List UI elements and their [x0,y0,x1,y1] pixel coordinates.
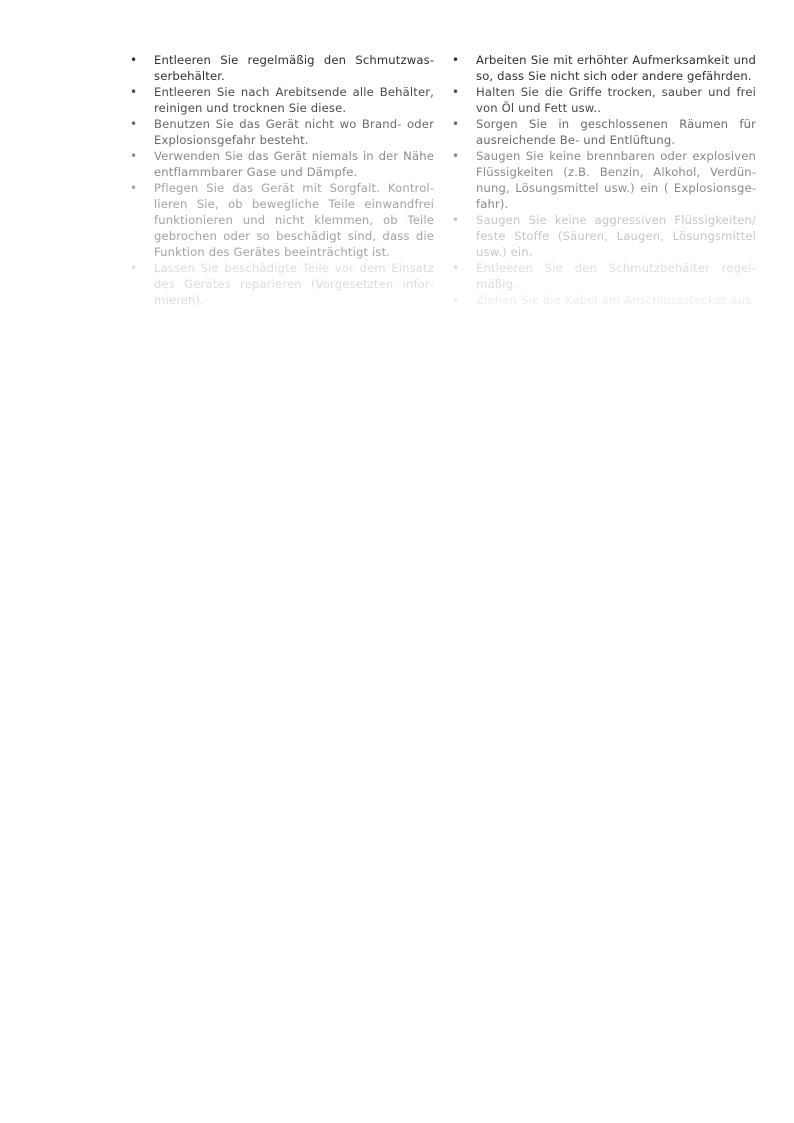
bullet-icon: • [130,85,138,99]
list-item [130,260,434,307]
list-item [452,292,756,307]
bullet-icon: • [452,261,460,275]
list-item [130,84,434,116]
bullet-icon: • [452,117,460,131]
bullet-icon: • [452,293,460,307]
list-item [452,116,756,148]
list-item-text: Sorgen Sie in geschlossenen Räumen für ausreichende Be- und Entlüftung. [476,117,756,147]
bullet-icon: • [130,149,138,163]
left-column [130,52,434,307]
list-item-text: Entleeren Sie regelmäßig den Schmutzwasserbehälter. [154,53,434,83]
list-item-text: Entleeren Sie den Schmutzbehälter regelmäßig. [476,261,756,291]
list-item [130,116,434,148]
list-item [130,148,434,180]
bullet-icon: • [130,181,138,195]
list-item-text: Pflegen Sie das Gerät mit Sorgfalt. Kontrollieren Sie, ob bewegliche Teile einwandfrei funktionieren und nicht klemmen, ob Teile gebrochen oder so beschädigt sind, dass die Funktion des Gerätes beeinträchtigt ist. [154,181,434,259]
list-item [452,148,756,212]
list-item-text: Saugen Sie keine brennbaren oder explosiven Flüssigkeiten (z.B. Benzin, Alkohol, Verdünnung, Lösungsmittel usw.) ein ( Explosionsgefahr). [476,149,756,211]
list-item-text: Arbeiten Sie mit erhöhter Aufmerksamkeit und so, dass Sie nicht sich oder andere gefährden. [476,53,756,83]
list-item [452,212,756,260]
right-column [452,52,756,307]
list-item-text: Benutzen Sie das Gerät nicht wo Brand- oder Explosionsgefahr besteht. [154,117,434,147]
list-item [452,260,756,292]
bullet-icon: • [452,149,460,163]
bullet-icon: • [130,53,138,67]
list-item-text: Saugen Sie keine aggressiven Flüssigkeiten/ feste Stoffe (Säuren, Laugen, Lösungsmittel usw.) ein. [476,213,756,259]
bullet-icon: • [452,85,460,99]
list-item-text: Halten Sie die Griffe trocken, sauber und frei von Öl und Fett usw.. [476,85,756,115]
bullet-icon: • [452,53,460,67]
list-item-text: Verwenden Sie das Gerät niemals in der Nähe entflammbarer Gase und Dämpfe. [154,149,434,179]
list-item-text: Entleeren Sie nach Arebitsende alle Behälter, reinigen und trocknen Sie diese. [154,85,434,115]
bullet-icon: • [130,117,138,131]
bullet-icon: • [452,213,460,227]
list-item [130,180,434,260]
list-item [452,52,756,84]
list-item-text: Lassen Sie beschädigte Teile vor dem Einsatz des Gerätes reparieren (Vorgesetzten informieren). [154,261,434,307]
bullet-icon: • [130,261,138,275]
list-item [130,52,434,84]
list-item-text: Ziehen Sie die Kabel am Anschlussstecker aus [476,293,752,307]
right-bullet-list [452,52,756,307]
list-item [452,84,756,116]
left-bullet-list [130,52,434,307]
